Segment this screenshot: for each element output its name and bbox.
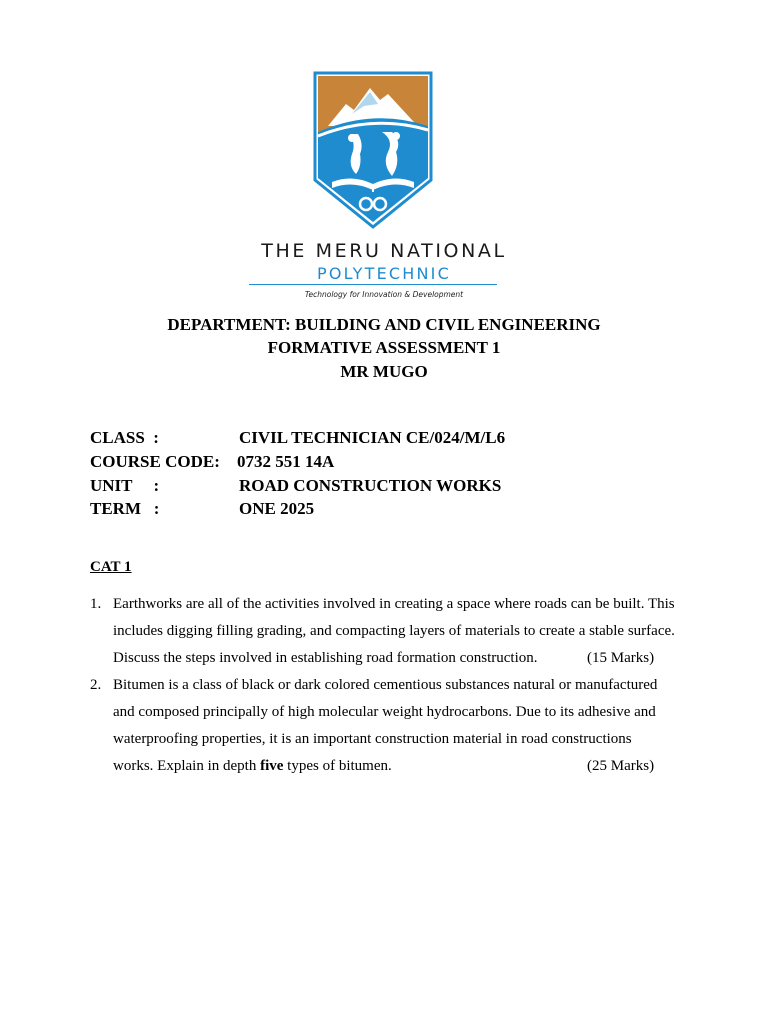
institution-logo [0, 68, 768, 304]
question-line: waterproofing properties, it is an important construction material in road constructions [113, 731, 632, 747]
assessment-heading: FORMATIVE ASSESSMENT 1 [267, 338, 501, 357]
course-code-label: COURSE CODE: [90, 452, 220, 471]
question-line: Earthworks are all of the activities involved in creating a space where roads can be built. This [113, 596, 675, 612]
unit-value: ROAD CONSTRUCTION WORKS [239, 476, 502, 495]
lecturer-heading: MR MUGO [340, 362, 428, 381]
cat-title: CAT 1 [90, 559, 132, 575]
crest-icon [312, 70, 434, 230]
question-line: includes digging filling grading, and compacting layers of materials to create a stable surface. [113, 623, 675, 639]
question-line [113, 758, 392, 775]
question-line: Discuss the steps involved in establishing road formation construction. [113, 650, 538, 666]
logo-tagline: Technology for Innovation & Development [304, 290, 464, 299]
emphasis-text: five [260, 758, 284, 774]
department-heading: DEPARTMENT: BUILDING AND CIVIL ENGINEERING [167, 315, 601, 334]
logo-name-line1: THE MERU NATIONAL [261, 240, 507, 262]
question-text: types of bitumen. [283, 758, 392, 774]
term-value: ONE 2025 [239, 499, 315, 518]
question-number: 1. [90, 596, 102, 612]
question-text: works. Explain in depth [113, 758, 261, 774]
logo-name-line2: POLYTECHNIC [317, 264, 451, 283]
question-marks: (15 Marks) [587, 650, 655, 666]
class-label: CLASS : [90, 428, 159, 447]
question-number: 2. [90, 677, 102, 693]
term-label: TERM : [90, 499, 160, 518]
unit-label: UNIT : [90, 476, 160, 495]
logo-divider [249, 284, 497, 285]
question-line: and composed principally of high molecular weight hydrocarbons. Due to its adhesive and [113, 704, 656, 720]
question-line: Bitumen is a class of black or dark colored cementious substances natural or manufactured [113, 677, 658, 693]
question-marks: (25 Marks) [587, 758, 655, 774]
course-code-value: 0732 551 14A [237, 452, 335, 471]
class-value: CIVIL TECHNICIAN CE/024/M/L6 [239, 428, 506, 447]
